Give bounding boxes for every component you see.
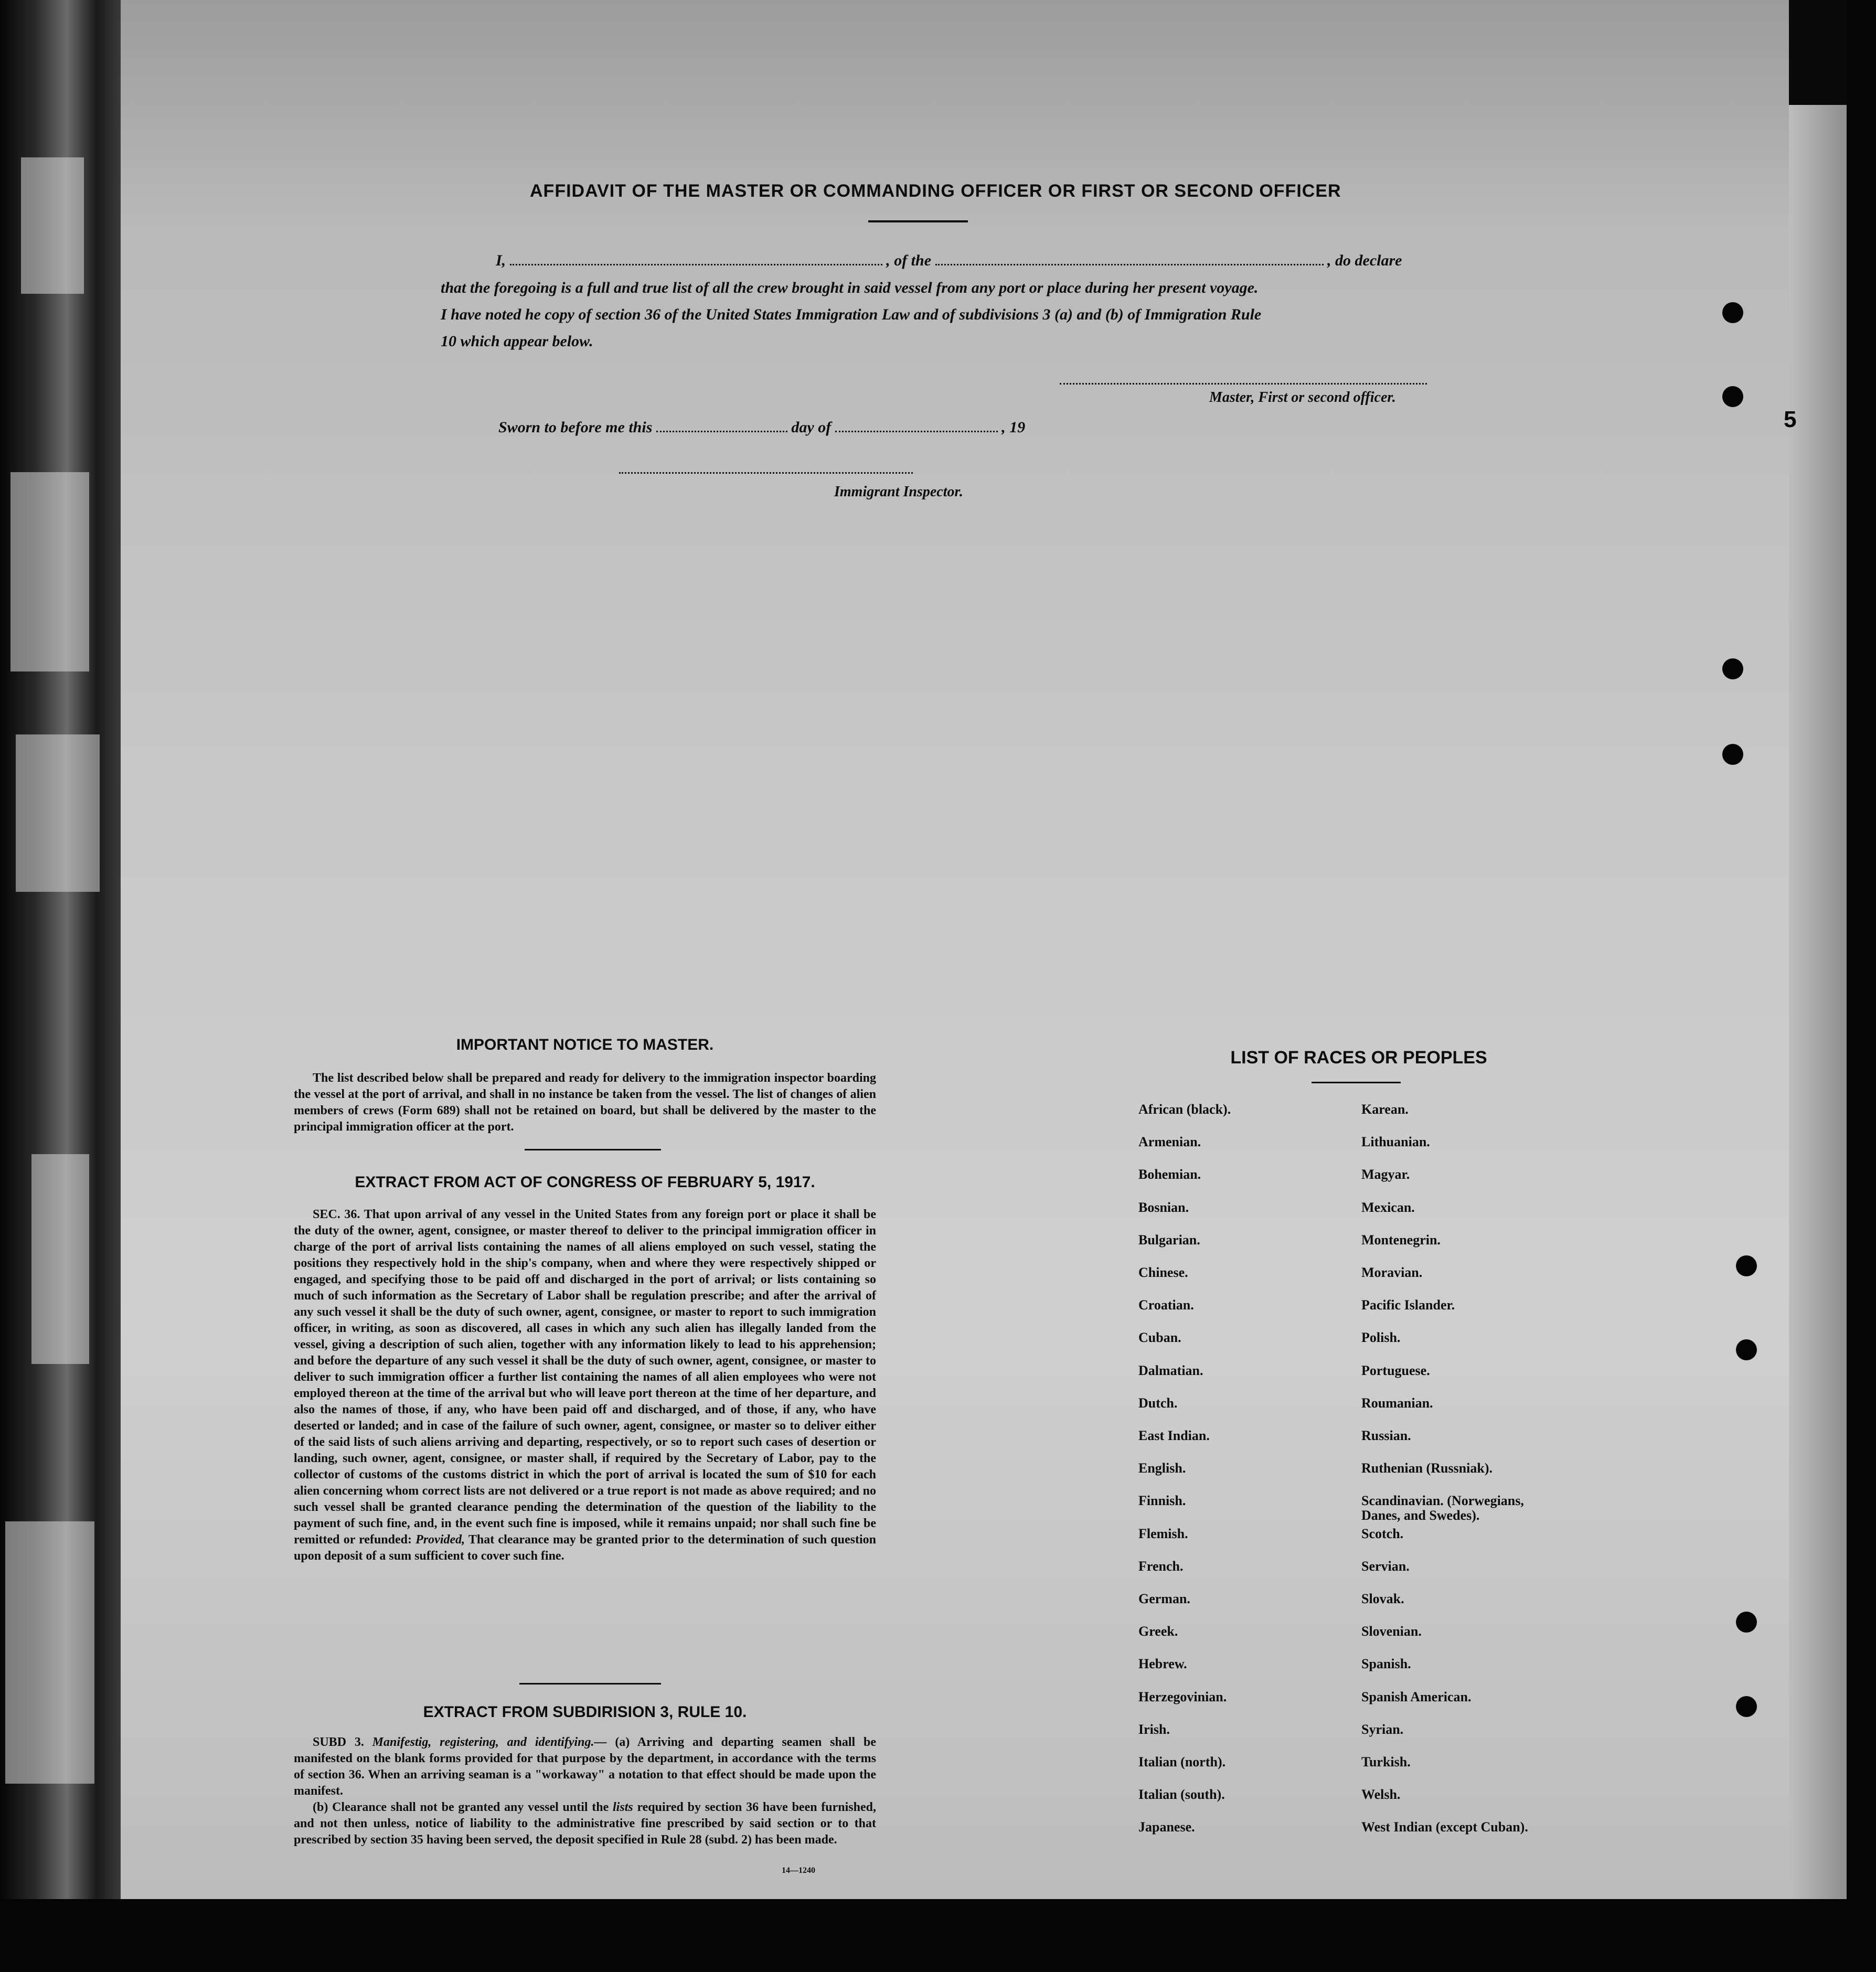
race-item: English. [1138, 1461, 1186, 1476]
race-item: West Indian (except Cuban). [1361, 1819, 1528, 1835]
races-rule [1312, 1082, 1401, 1083]
race-item: Scotch. [1361, 1526, 1404, 1541]
race-item: Dutch. [1138, 1395, 1178, 1411]
race-item: Pacific Islander. [1361, 1297, 1455, 1313]
race-item: Hebrew. [1138, 1656, 1187, 1672]
race-item: Roumanian. [1361, 1395, 1433, 1411]
race-item: Moravian. [1361, 1265, 1423, 1280]
proviso-word: Provided, [415, 1533, 465, 1547]
race-item: Slovak. [1361, 1591, 1404, 1606]
race-item: French. [1138, 1558, 1184, 1574]
of-the-label: , of the [886, 252, 932, 269]
race-item: Japanese. [1138, 1819, 1195, 1835]
notice-text: The list described below shall be prepared and ready for delivery to the immigration inspector boarding the vessel at the port of arrival, and shall in no instance be taken from the vessel. The list of changes of alien members of crews (Form 689) shall not be retained on board, but shall be delivered by the master to the principal immigration officer at the port. [294, 1071, 876, 1134]
subd-heading: Manifestig, registering, and identifying.— [372, 1735, 607, 1749]
race-item: Slovenian. [1361, 1624, 1422, 1639]
master-signature-label: Master, First or second officer. [1209, 389, 1396, 406]
race-item: Spanish. [1361, 1656, 1411, 1672]
races-title: LIST OF RACES OR PEOPLES [1230, 1048, 1487, 1068]
scan-bottom-edge [0, 1899, 1876, 1972]
notice-paragraph [294, 1070, 876, 1135]
race-item: Ruthenian (Russniak). [1361, 1461, 1493, 1476]
do-declare-label: , do declare [1327, 252, 1402, 269]
subd-lists-word: lists [613, 1800, 633, 1814]
rule-extract-paragraph [294, 1734, 876, 1848]
race-item: Bulgarian. [1138, 1232, 1200, 1248]
race-item: Bosnian. [1138, 1199, 1189, 1215]
punch-hole [1722, 744, 1743, 765]
declaration-line-4: 10 which appear below. [441, 333, 593, 350]
race-item: Dalmatian. [1138, 1362, 1203, 1378]
race-item: East Indian. [1138, 1428, 1210, 1443]
race-item: Herzegovinian. [1138, 1689, 1227, 1704]
race-item: Cuban. [1138, 1330, 1181, 1346]
punch-hole [1736, 1612, 1757, 1633]
race-item: Mexican. [1361, 1199, 1415, 1215]
sworn-day-blank[interactable] [656, 430, 787, 432]
race-item: Chinese. [1138, 1265, 1188, 1280]
notice-rule [525, 1149, 661, 1150]
race-item: Lithuanian. [1361, 1134, 1430, 1150]
form-number: 14—1240 [782, 1866, 815, 1875]
race-item: Italian (south). [1138, 1787, 1225, 1803]
race-item: German. [1138, 1591, 1190, 1606]
subd-para-b-end: required by section 36 have been furnished, and not then unless, notice of liability to the administrative fine prescribed by said section or to that prescribed by section 35 having been served, the deposit specified in Rule 28 (subd. 2) has been made. [294, 1800, 876, 1847]
race-item: Magyar. [1361, 1167, 1410, 1182]
day-of-label: day of [791, 419, 832, 436]
act-extract-paragraph [294, 1207, 876, 1564]
notice-title: IMPORTANT NOTICE TO MASTER. [456, 1036, 714, 1053]
punch-hole [1736, 1339, 1757, 1360]
race-item: Scandinavian. (Norwegians, [1361, 1493, 1524, 1509]
affidavit-title: AFFIDAVIT OF THE MASTER OR COMMANDING OFFICER OR FIRST OR SECOND OFFICER [530, 181, 1341, 201]
master-signature-blank[interactable] [1060, 382, 1427, 385]
year-label: , 19 [1001, 419, 1026, 436]
declarant-label: I, [496, 252, 506, 269]
race-item: Bohemian. [1138, 1167, 1201, 1182]
race-item: Montenegrin. [1361, 1232, 1441, 1248]
race-item: African (black). [1138, 1102, 1231, 1117]
race-item: Croatian. [1138, 1297, 1194, 1313]
declaration-line-3: I have noted he copy of section 36 of the United States Immigration Law and of subdivisions 3 (a) and (b) of Immigration Rule [441, 306, 1262, 323]
subd-para-a: (a) Arriving and departing seamen shall be manifested on the blank forms provided for that purpose by the department, in accordance with the terms of section 36. When an arriving seaman is a "workaway" a notation to that effect should be made upon the manifest. [294, 1735, 876, 1798]
race-item: Servian. [1361, 1558, 1410, 1574]
act-rule [519, 1683, 661, 1685]
subd-para-b: (b) Clearance shall not be granted any vessel until the [313, 1800, 609, 1814]
race-item: Syrian. [1361, 1721, 1404, 1737]
race-item: Danes, and Swedes). [1361, 1508, 1480, 1523]
race-item: Armenian. [1138, 1134, 1201, 1150]
race-item: Portuguese. [1361, 1362, 1430, 1378]
race-item: Turkish. [1361, 1754, 1411, 1770]
punch-hole [1736, 1255, 1757, 1276]
punch-hole [1722, 302, 1743, 323]
punch-hole [1722, 386, 1743, 407]
race-item: Finnish. [1138, 1493, 1186, 1509]
sec36-text: SEC. 36. That upon arrival of any vessel in the United States from any foreign port or place it shall be the duty of the owner, agent, consignee, or master thereof to deliver to the principal immigration officer in charge of the port of arrival lists containing the names of all aliens employed on such vessel, stating the positions they respectively hold in the ship's company, when and where they were respectively shipped or engaged, and specifying those to be paid off and discharged in the port of arrival; or lists containing so much of such information as the Secretary of Labor shall be regulation prescribe; and after the arrival of any such vessel it shall be the duty of such owner, agent, consignee, or master to report to such immigration officer, in writing, as soon as discovered, all cases in which any such alien has illegally landed from the vessel, giving a description of such alien, together with any information likely to lead to his apprehension; and before the departure of any such vessel it shall be the duty of such owner, agent, consignee, or master to deliver to such immigration officer a further list containing the names of all alien employees who were not employed thereon at the time of the arrival but who will leave port thereon at the time of her departure, and also the names of those, if any, who have been paid off and discharged, and of those, if any, who have deserted or landed; and in case of the failure of such owner, agent, consignee, or master so to deliver either of the said lists of such aliens arriving and departing, respectively, or so to report such cases of desertion or landing, such owner, agent, consignee, or master shall, if required by the Secretary of Labor, pay to the collector of customs of the customs district in which the port of arrival is located the sum of $10 for each alien concerning whom correct lists are not delivered or a true report is not made as above required; and no such vessel shall be granted clearance pending the determination of the question of the liability to the payment of such fine, and, in the event such fine is imposed, while it remains unpaid; nor shall such fine be remitted or refunded: [294, 1208, 876, 1547]
declarant-name-blank[interactable] [510, 263, 882, 265]
sworn-month-blank[interactable] [835, 430, 998, 432]
inspector-signature-label: Immigrant Inspector. [834, 484, 963, 500]
race-item: Welsh. [1361, 1787, 1401, 1803]
margin-mark: 5 [1784, 407, 1797, 432]
rule-extract-title: EXTRACT FROM SUBDIRISION 3, RULE 10. [423, 1703, 747, 1721]
scan-left-margin [0, 0, 121, 1972]
race-item: Irish. [1138, 1721, 1170, 1737]
punch-hole [1736, 1696, 1757, 1717]
subd-prefix: SUBD 3. [313, 1735, 364, 1749]
sworn-line [441, 419, 1427, 436]
act-extract-title: EXTRACT FROM ACT OF CONGRESS OF FEBRUARY 5, 1917. [355, 1174, 815, 1191]
vessel-name-blank[interactable] [935, 263, 1324, 265]
punch-hole [1722, 658, 1743, 679]
sworn-label: Sworn to before me this [498, 419, 653, 436]
race-item: Greek. [1138, 1624, 1178, 1639]
inspector-signature-blank[interactable] [619, 471, 913, 474]
race-item: Spanish American. [1361, 1689, 1472, 1704]
race-item: Italian (north). [1138, 1754, 1226, 1770]
declaration-line-1 [441, 252, 1427, 270]
page-edge-strip [1789, 105, 1847, 1899]
race-item: Russian. [1361, 1428, 1411, 1443]
declaration-line-2: that the foregoing is a full and true list of all the crew brought in said vessel from any port or place during her present voyage. [441, 279, 1259, 296]
race-item: Karean. [1361, 1102, 1409, 1117]
sec36-text-end: That clearance may be granted prior to the determination of such question upon deposit of a sum sufficient to cover such fine. [294, 1533, 876, 1563]
scan-right-edge [1847, 0, 1876, 1972]
title-rule [868, 220, 968, 222]
race-item: Polish. [1361, 1330, 1401, 1346]
race-item: Flemish. [1138, 1526, 1188, 1541]
